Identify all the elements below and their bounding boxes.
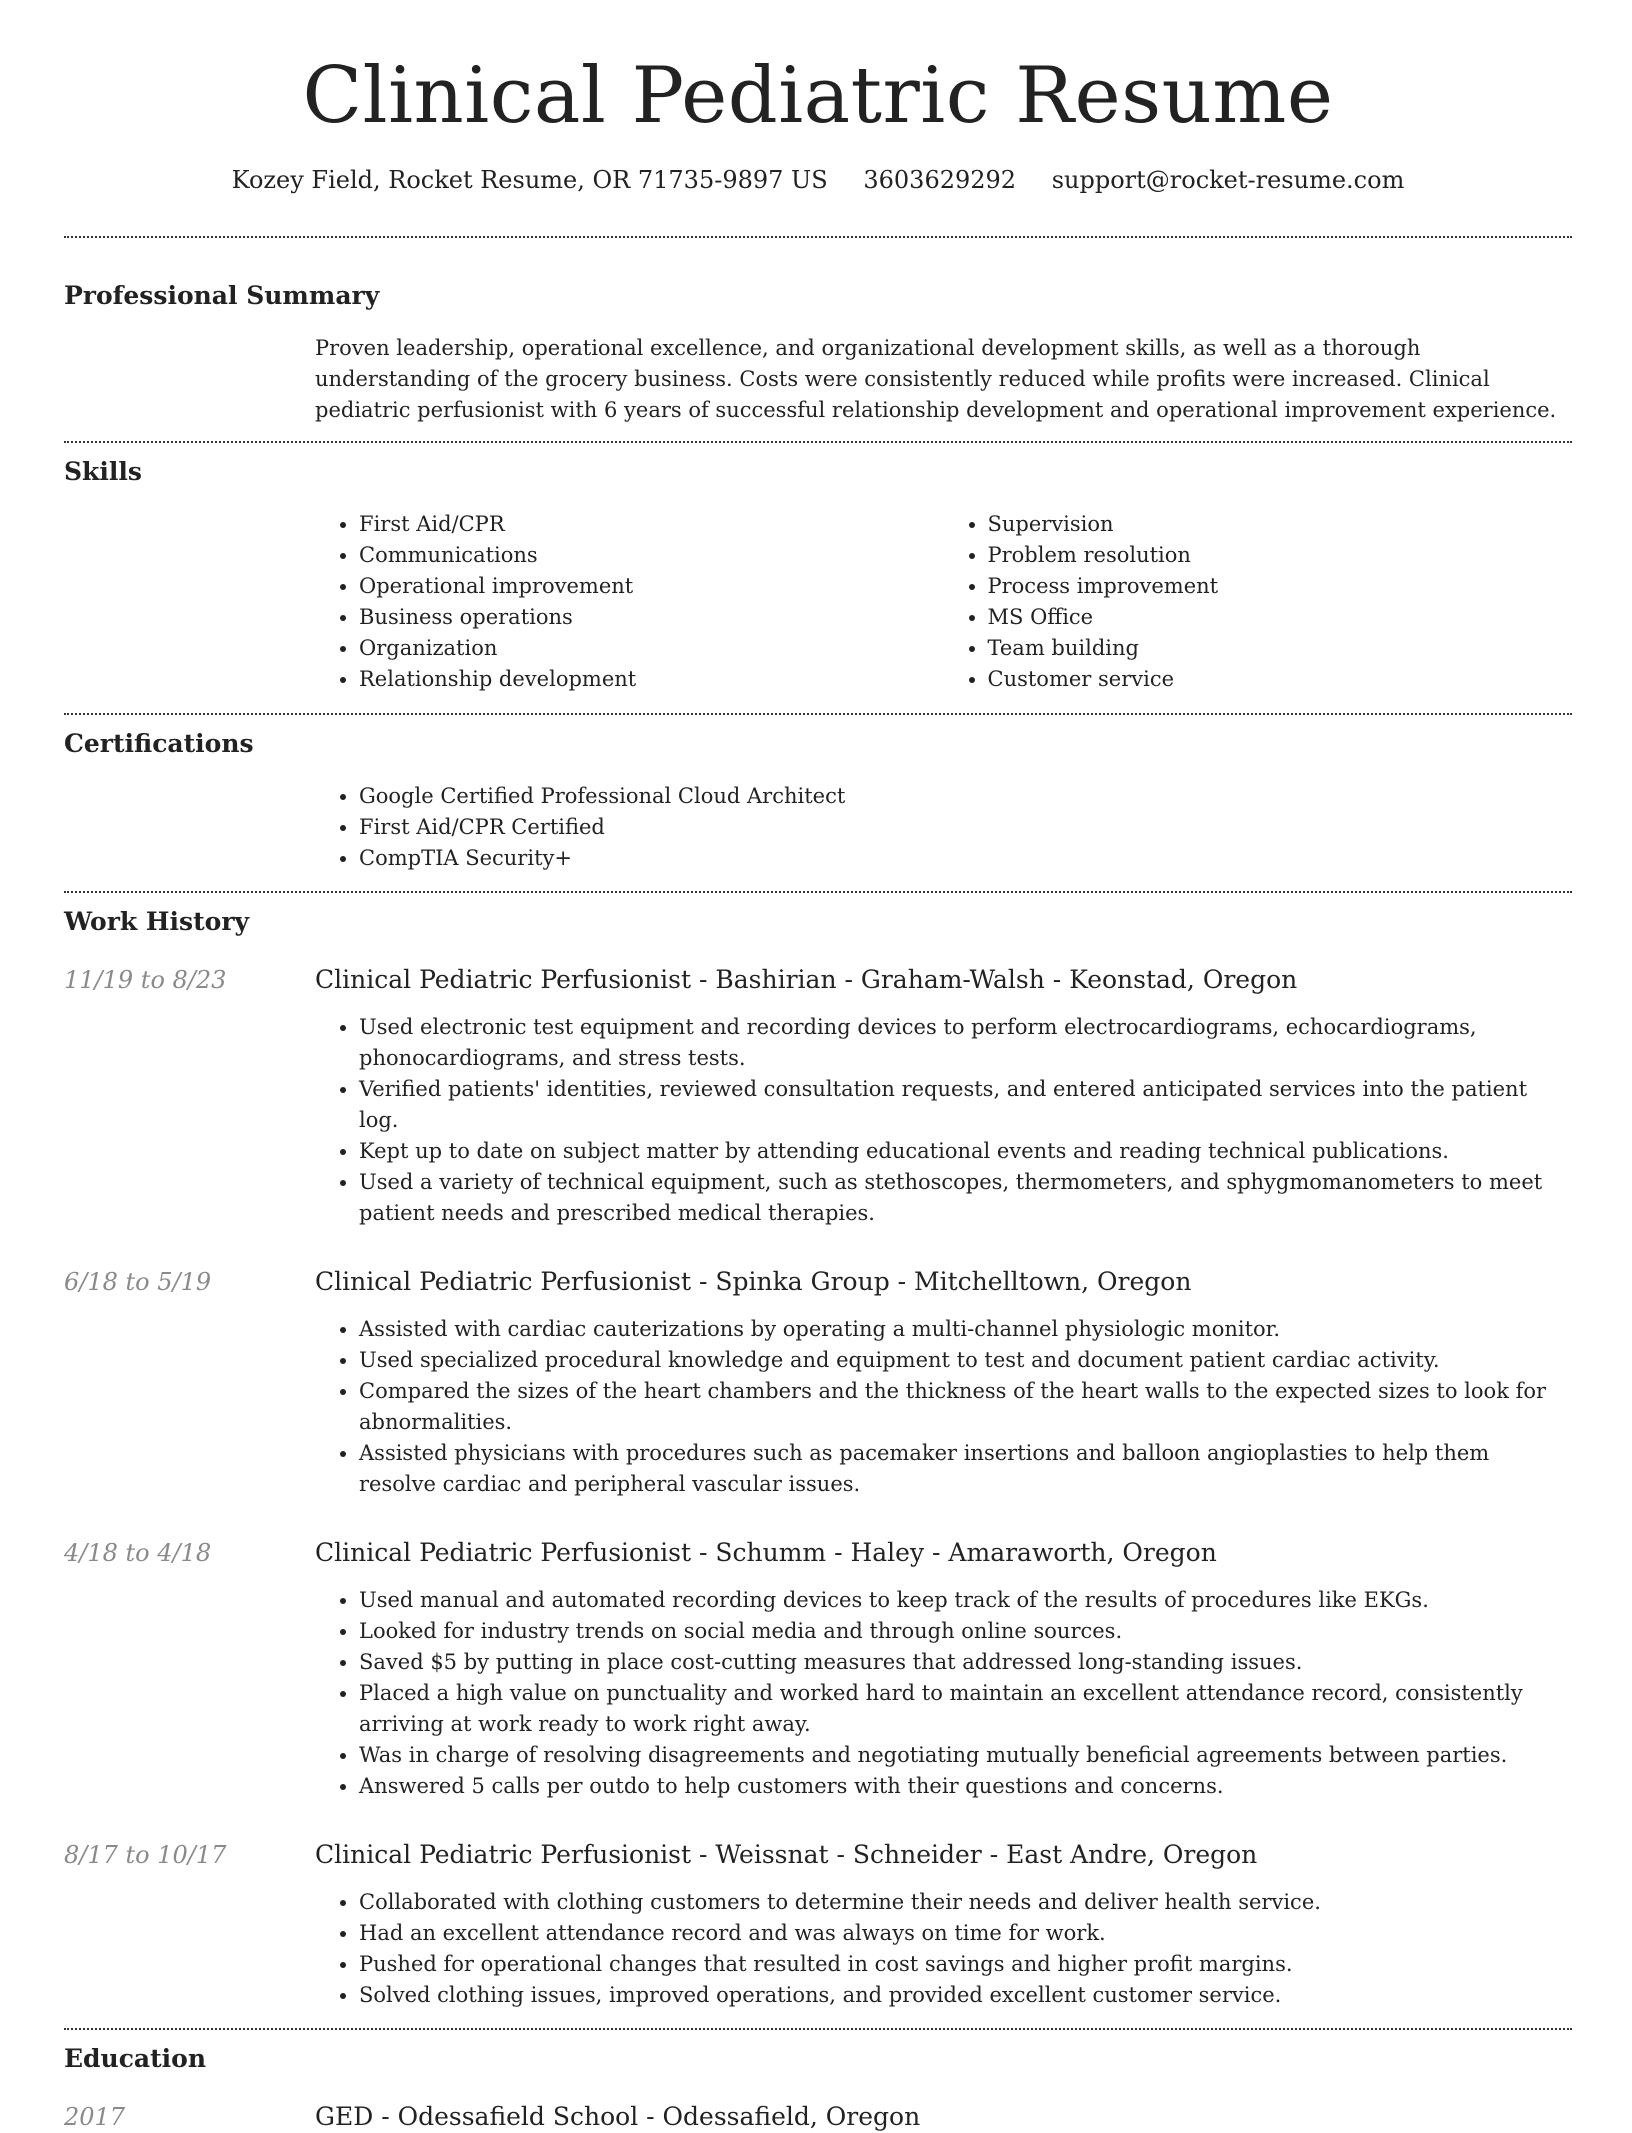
skills-body	[315, 509, 1572, 695]
education-entry	[64, 2101, 1572, 2133]
skill-item: • Business operations	[359, 602, 944, 633]
job-entry	[64, 1839, 1572, 2011]
job-date: 8/17 to 10/17	[64, 1841, 227, 1869]
skill-item: • Communications	[359, 540, 944, 571]
education-section	[64, 2043, 1572, 2133]
certifications-heading: Certifications	[64, 729, 254, 758]
work-section	[64, 906, 1572, 2011]
job-title: Clinical Pediatric Perfusionist - Schumm - Haley - Amaraworth, Oregon	[315, 1538, 1217, 1567]
job-title: Clinical Pediatric Perfusionist - Weissnat - Schneider - East Andre, Oregon	[315, 1840, 1258, 1869]
job-bullet: • Pushed for operational changes that resulted in cost savings and higher profit margins.	[359, 1949, 1572, 1980]
skill-item: • Relationship development	[359, 664, 944, 695]
job-bullet: • Had an excellent attendance record and was always on time for work.	[359, 1918, 1572, 1949]
job-title: Clinical Pediatric Perfusionist - Spinka Group - Mitchelltown, Oregon	[315, 1267, 1192, 1296]
job-bullet: • Assisted with cardiac cauterizations by operating a multi-channel physiologic monitor.	[359, 1314, 1572, 1345]
job-bullets	[315, 1887, 1572, 2011]
job-bullet: • Answered 5 calls per outdo to help customers with their questions and concerns.	[359, 1771, 1572, 1802]
certification-item: • First Aid/CPR Certified	[359, 812, 1572, 843]
job-entry	[64, 1266, 1572, 1500]
summary-text: Proven leadership, operational excellence, and organizational development skills, as well as a thorough understanding of the grocery business. Costs were consistently reduced while profits were increased. Clinical pediatric perfusionist with 6 years of successful relationship development and operational improvement experience.	[315, 336, 1557, 422]
skills-section	[64, 456, 1572, 695]
job-bullets	[315, 1012, 1572, 1229]
certification-item: • CompTIA Security+	[359, 843, 1572, 874]
skills-list-right	[944, 509, 1573, 695]
contact-phone: 3603629292	[863, 166, 1017, 194]
skills-list-left	[315, 509, 944, 695]
job-bullet: • Was in charge of resolving disagreements and negotiating mutually beneficial agreements between parties.	[359, 1740, 1572, 1771]
job-bullet: • Used electronic test equipment and recording devices to perform electrocardiograms, echocardiograms, phonocardiograms, and stress tests.	[359, 1012, 1572, 1074]
skill-item: • MS Office	[988, 602, 1573, 633]
job-date: 11/19 to 8/23	[64, 966, 227, 994]
certifications-body	[315, 781, 1572, 874]
job-bullet: • Looked for industry trends on social media and through online sources.	[359, 1616, 1572, 1647]
summary-body	[315, 333, 1572, 426]
skill-item: • Customer service	[988, 664, 1573, 695]
contact-line	[64, 162, 1572, 198]
resume-page	[64, 0, 1572, 2133]
job-bullet: • Used manual and automated recording devices to keep track of the results of procedures like EKGs.	[359, 1585, 1572, 1616]
job-bullet: • Collaborated with clothing customers to determine their needs and deliver health service.	[359, 1887, 1572, 1918]
certification-item: • Google Certified Professional Cloud Architect	[359, 781, 1572, 812]
resume-title: Clinical Pediatric Resume	[302, 51, 1334, 141]
skills-heading: Skills	[64, 457, 142, 486]
education-title: GED - Odessafield School - Odessafield, Oregon	[315, 2102, 921, 2131]
job-bullet: • Placed a high value on punctuality and worked hard to maintain an excellent attendance record, consistently arriving at work ready to work right away.	[359, 1678, 1572, 1740]
contact-address: Kozey Field, Rocket Resume, OR 71735-9897 US	[231, 166, 828, 194]
job-bullet: • Verified patients' identities, reviewed consultation requests, and entered anticipated services into the patient log.	[359, 1074, 1572, 1136]
job-bullet: • Compared the sizes of the heart chambers and the thickness of the heart walls to the expected sizes to look for abnormalities.	[359, 1376, 1572, 1438]
divider	[64, 713, 1572, 715]
divider	[64, 441, 1572, 443]
skill-item: • First Aid/CPR	[359, 509, 944, 540]
job-bullet: • Kept up to date on subject matter by attending educational events and reading technical publications.	[359, 1136, 1572, 1167]
certifications-list	[315, 781, 1572, 874]
skill-item: • Organization	[359, 633, 944, 664]
job-title: Clinical Pediatric Perfusionist - Bashirian - Graham-Walsh - Keonstad, Oregon	[315, 965, 1298, 994]
divider	[64, 236, 1572, 238]
work-heading: Work History	[64, 907, 250, 936]
job-bullet: • Solved clothing issues, improved operations, and provided excellent customer service.	[359, 1980, 1572, 2011]
skill-item: • Process improvement	[988, 571, 1573, 602]
skill-item: • Supervision	[988, 509, 1573, 540]
skill-item: • Problem resolution	[988, 540, 1573, 571]
job-bullet: • Saved $5 by putting in place cost-cutting measures that addressed long-standing issues.	[359, 1647, 1572, 1678]
job-entry	[64, 964, 1572, 1229]
job-entry	[64, 1537, 1572, 1802]
skill-item: • Team building	[988, 633, 1573, 664]
job-bullets	[315, 1585, 1572, 1802]
divider	[64, 2028, 1572, 2030]
job-bullet: • Assisted physicians with procedures such as pacemaker insertions and balloon angioplasties to help them resolve cardiac and peripheral vascular issues.	[359, 1438, 1572, 1500]
summary-heading: Professional Summary	[64, 281, 380, 310]
skill-item: • Operational improvement	[359, 571, 944, 602]
job-bullet: • Used specialized procedural knowledge and equipment to test and document patient cardiac activity.	[359, 1345, 1572, 1376]
education-date: 2017	[64, 2103, 126, 2131]
contact-email: support@rocket-resume.com	[1051, 166, 1405, 194]
job-bullet: • Used a variety of technical equipment, such as stethoscopes, thermometers, and sphygmomanometers to meet patient needs and prescribed medical therapies.	[359, 1167, 1572, 1229]
job-date: 4/18 to 4/18	[64, 1539, 212, 1567]
certifications-section	[64, 728, 1572, 874]
education-heading: Education	[64, 2044, 207, 2073]
job-bullets	[315, 1314, 1572, 1500]
divider	[64, 891, 1572, 893]
job-date: 6/18 to 5/19	[64, 1268, 212, 1296]
summary-section	[64, 280, 1572, 426]
